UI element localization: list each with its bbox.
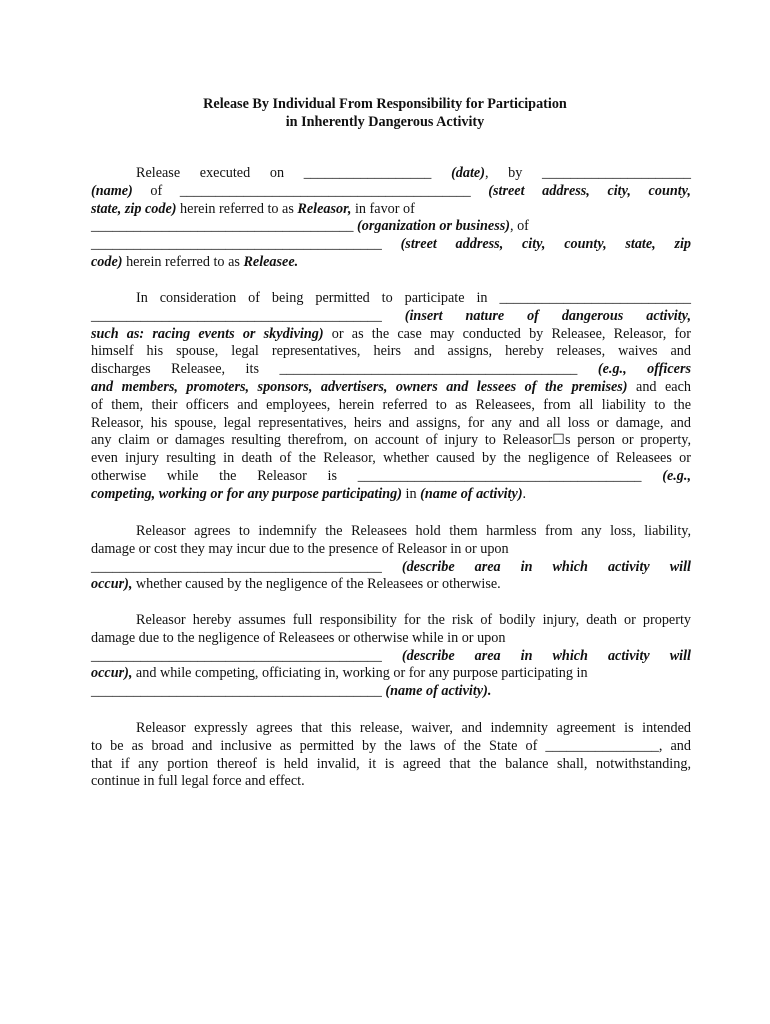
text-line: _________________________________________ (street address, city, county, state, zip	[91, 236, 691, 253]
text-line: Release executed on __________________ (date), by _____________________	[136, 165, 692, 181]
paragraph-assumes-responsibility	[91, 612, 691, 701]
text-line: (name) of _________________________________________ (street address, city, county,	[91, 182, 691, 199]
paragraph-indemnify	[91, 523, 691, 594]
title-line-1: Release By Individual From Responsibility for Participation	[203, 96, 567, 112]
text-line: any claim or damages resulting therefrom, on account of injury to Releasor☐s person or property,	[91, 432, 691, 449]
text-line: himself his spouse, legal representatives, heirs and assigns, hereby releases, waives and	[91, 343, 691, 360]
text-line: to be as broad and inclusive as permitted by the laws of the State of ________________, and	[91, 737, 691, 754]
text-line: code) herein referred to as Releasee.	[91, 253, 299, 270]
document-title	[0, 95, 770, 131]
paragraph-broad-inclusive	[91, 720, 691, 791]
text-line: otherwise while the Releasor is ________________________________________ (e.g.,	[91, 467, 691, 484]
text-line: occur), whether caused by the negligence of the Releasees or otherwise.	[91, 576, 501, 593]
text-line: damage or cost they may incur due to the presence of Releasor in or upon	[91, 540, 509, 557]
text-line: _________________________________________ (insert nature of dangerous activity,	[91, 307, 691, 324]
text-line: state, zip code) herein referred to as Releasor, in favor of	[91, 200, 415, 217]
text-line: continue in full legal force and effect.	[91, 773, 305, 790]
text-line: _____________________________________ (organization or business), of	[91, 218, 529, 235]
text-line: competing, working or for any purpose participating) in (name of activity).	[91, 485, 527, 502]
paragraph-consideration	[91, 290, 691, 504]
text-line: _________________________________________ (describe area in which activity will	[91, 647, 691, 664]
text-line: of them, their officers and employees, herein referred to as Releasees, from all liability to the	[91, 396, 691, 413]
text-line: In consideration of being permitted to participate in ___________________________	[136, 290, 691, 306]
text-line: discharges Releasee, its __________________________________________ (e.g., officers	[91, 361, 691, 378]
text-line: Releasor hereby assumes full responsibility for the risk of bodily injury, death or property	[136, 612, 691, 628]
text-line: such as: racing events or skydiving) or as the case may conducted by Releasee, Releasor, for	[91, 325, 691, 342]
text-line: and members, promoters, sponsors, advertisers, owners and lessees of the premises) and each	[91, 378, 691, 395]
text-line: _________________________________________ (describe area in which activity will	[91, 558, 691, 575]
paragraph-release-executed	[91, 165, 691, 272]
text-line: _________________________________________ (name of activity).	[91, 683, 492, 700]
text-line: that if any portion thereof is held invalid, it is agreed that the balance shall, notwithstanding,	[91, 755, 691, 772]
title-line-2: in Inherently Dangerous Activity	[285, 114, 485, 130]
text-line: Releasor expressly agrees that this release, waiver, and indemnity agreement is intended	[136, 720, 691, 736]
text-line: damage due to the negligence of Releasees or otherwise while in or upon	[91, 629, 506, 646]
text-line: even injury resulting in death of the Releasor, whether caused by the negligence of Releasees or	[91, 450, 691, 467]
text-line: Releasor agrees to indemnify the Releasees hold them harmless from any loss, liability,	[136, 523, 691, 539]
text-line: Releasor, his spouse, legal representatives, heirs and assigns, for any and all loss or damage, and	[91, 414, 691, 431]
text-line: occur), and while competing, officiating in, working or for any purpose participating in	[91, 665, 588, 682]
